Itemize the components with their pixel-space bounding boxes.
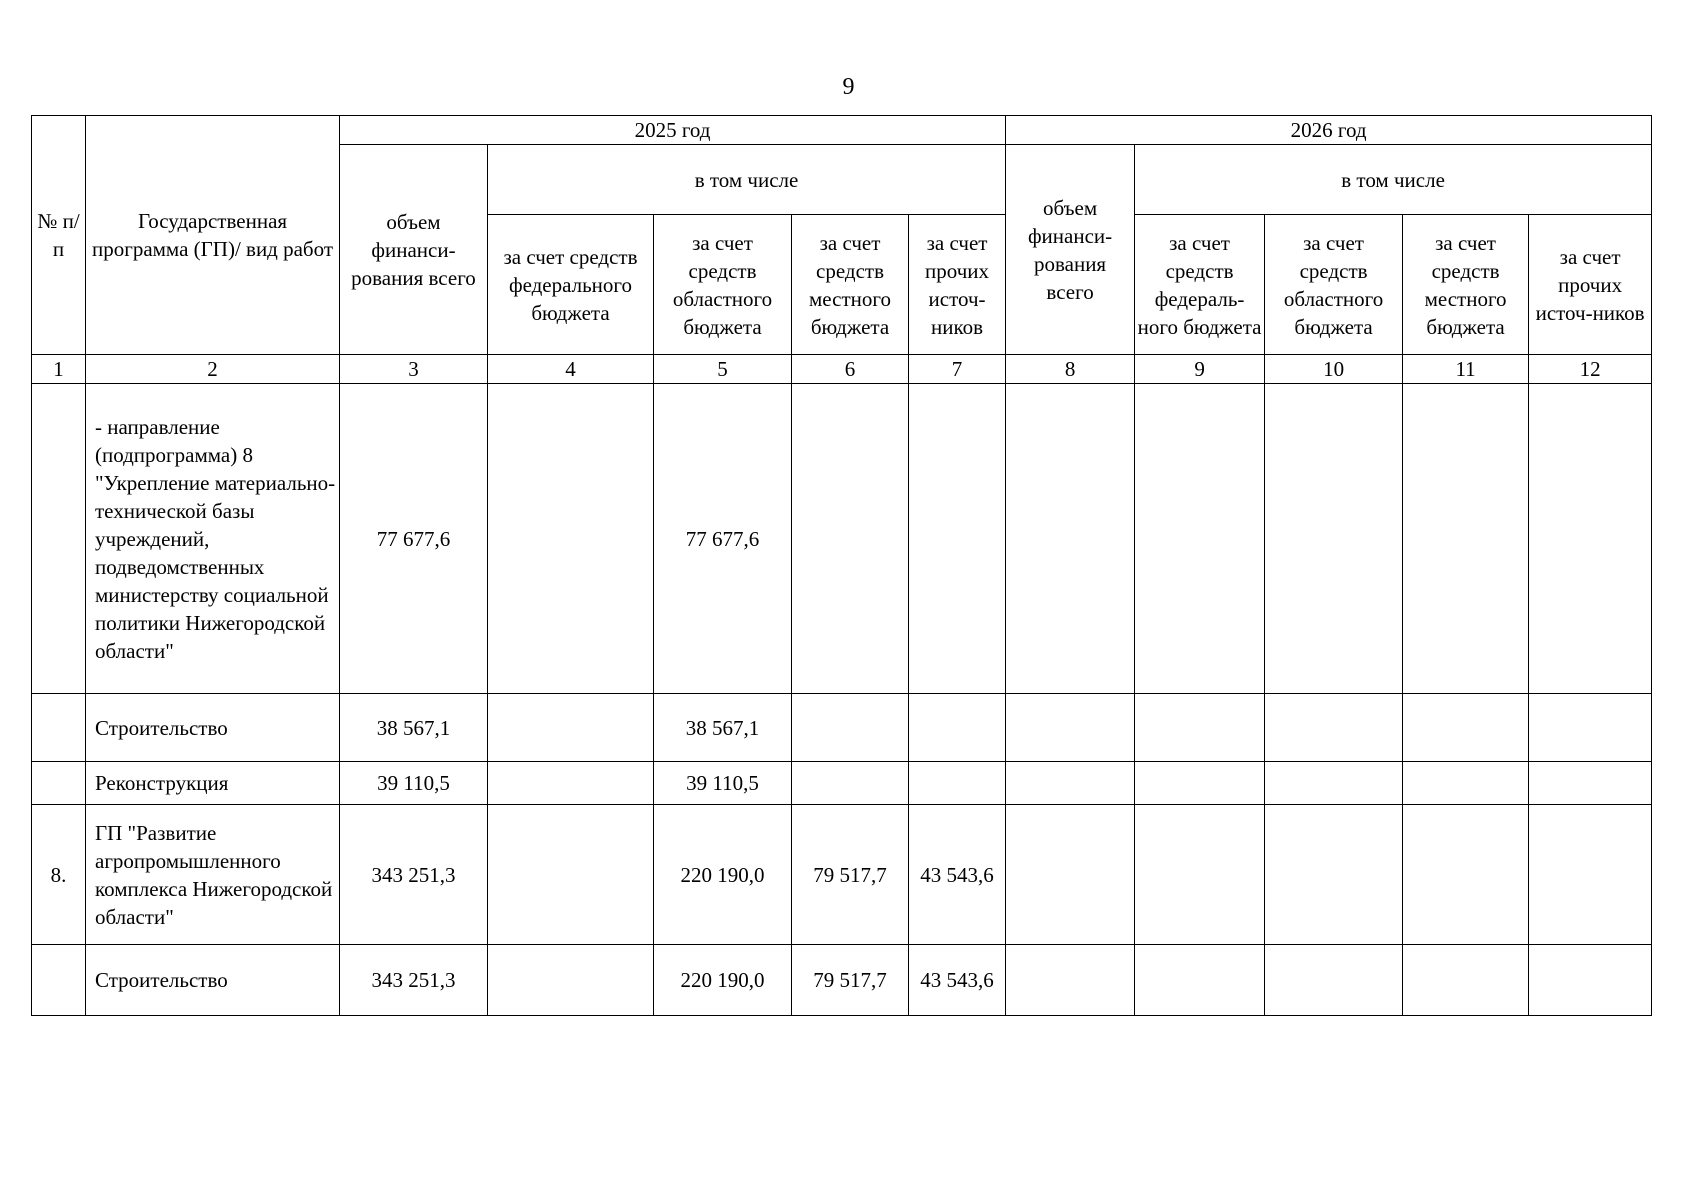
header-num: № п/п [32, 116, 86, 355]
cell-total-2025: 38 567,1 [340, 694, 488, 762]
header-including-2026: в том числе [1135, 145, 1652, 215]
cell-other-2026 [1529, 694, 1652, 762]
cell-other-2026 [1529, 945, 1652, 1016]
column-number: 10 [1265, 355, 1403, 384]
cell-total-2025: 343 251,3 [340, 945, 488, 1016]
table-row [32, 945, 1652, 1016]
header-program: Государственная программа (ГП)/ вид работ [86, 116, 340, 355]
header-other-2026: за счет прочих источ-ников [1529, 215, 1652, 355]
cell-total-2025: 77 677,6 [340, 384, 488, 694]
cell-total-2026 [1006, 384, 1135, 694]
cell-regional-2025: 38 567,1 [654, 694, 792, 762]
header-year-2025: 2025 год [340, 116, 1006, 145]
cell-total-2025: 343 251,3 [340, 805, 488, 945]
cell-local-2026 [1403, 945, 1529, 1016]
cell-other-2025: 43 543,6 [909, 805, 1006, 945]
cell-total-2026 [1006, 694, 1135, 762]
cell-name: ГП "Развитие агропромышленного комплекса Нижегородской области" [86, 805, 340, 945]
cell-num [32, 694, 86, 762]
column-number: 3 [340, 355, 488, 384]
cell-regional-2025: 77 677,6 [654, 384, 792, 694]
table-row [32, 762, 1652, 805]
column-number: 1 [32, 355, 86, 384]
table-row [32, 694, 1652, 762]
budget-table [31, 115, 1652, 1016]
cell-regional-2026 [1265, 694, 1403, 762]
column-number: 6 [792, 355, 909, 384]
header-regional-2026: за счет средств областного бюджета [1265, 215, 1403, 355]
cell-regional-2026 [1265, 805, 1403, 945]
cell-federal-2025 [488, 762, 654, 805]
cell-other-2026 [1529, 384, 1652, 694]
cell-regional-2025: 220 190,0 [654, 945, 792, 1016]
cell-other-2025 [909, 384, 1006, 694]
column-number: 11 [1403, 355, 1529, 384]
cell-other-2025: 43 543,6 [909, 945, 1006, 1016]
cell-num [32, 945, 86, 1016]
cell-federal-2026 [1135, 945, 1265, 1016]
column-numbers-row [32, 355, 1652, 384]
header-local-2025: за счет средств местного бюджета [792, 215, 909, 355]
cell-other-2025 [909, 694, 1006, 762]
cell-other-2025 [909, 762, 1006, 805]
header-federal-2025: за счет средств федерального бюджета [488, 215, 654, 355]
cell-federal-2025 [488, 805, 654, 945]
cell-local-2026 [1403, 694, 1529, 762]
header-local-2026: за счет средств местного бюджета [1403, 215, 1529, 355]
column-number: 7 [909, 355, 1006, 384]
cell-name: Строительство [86, 694, 340, 762]
column-number: 12 [1529, 355, 1652, 384]
cell-local-2026 [1403, 762, 1529, 805]
header-regional-2025: за счет средств областного бюджета [654, 215, 792, 355]
column-number: 4 [488, 355, 654, 384]
header-year-2026: 2026 год [1006, 116, 1652, 145]
table-row [32, 384, 1652, 694]
header-including-2025: в том числе [488, 145, 1006, 215]
cell-regional-2025: 220 190,0 [654, 805, 792, 945]
cell-regional-2025: 39 110,5 [654, 762, 792, 805]
column-number: 8 [1006, 355, 1135, 384]
cell-local-2025: 79 517,7 [792, 805, 909, 945]
cell-regional-2026 [1265, 762, 1403, 805]
cell-regional-2026 [1265, 384, 1403, 694]
column-number: 2 [86, 355, 340, 384]
column-number: 9 [1135, 355, 1265, 384]
header-other-2025: за счет прочих источ-ников [909, 215, 1006, 355]
cell-federal-2026 [1135, 762, 1265, 805]
cell-local-2026 [1403, 384, 1529, 694]
cell-other-2026 [1529, 805, 1652, 945]
cell-num: 8. [32, 805, 86, 945]
header-total-2025: объем финанси-рования всего [340, 145, 488, 355]
cell-local-2026 [1403, 805, 1529, 945]
header-total-2026: объем финанси-рования всего [1006, 145, 1135, 355]
cell-num [32, 762, 86, 805]
column-number: 5 [654, 355, 792, 384]
cell-other-2026 [1529, 762, 1652, 805]
cell-regional-2026 [1265, 945, 1403, 1016]
cell-federal-2025 [488, 694, 654, 762]
header-row-years [32, 116, 1652, 145]
cell-local-2025 [792, 384, 909, 694]
page-number: 9 [842, 74, 855, 100]
table-row [32, 805, 1652, 945]
cell-local-2025 [792, 762, 909, 805]
cell-name: - направление (подпрограмма) 8 "Укрепление материально-технической базы учреждений, подведомственных министерству социальной политики Нижегородской области" [86, 384, 340, 694]
header-federal-2026: за счет средств федераль-ного бюджета [1135, 215, 1265, 355]
cell-local-2025: 79 517,7 [792, 945, 909, 1016]
cell-federal-2026 [1135, 384, 1265, 694]
cell-federal-2025 [488, 384, 654, 694]
cell-name: Реконструкция [86, 762, 340, 805]
cell-federal-2026 [1135, 694, 1265, 762]
cell-name: Строительство [86, 945, 340, 1016]
cell-total-2025: 39 110,5 [340, 762, 488, 805]
cell-total-2026 [1006, 945, 1135, 1016]
cell-federal-2025 [488, 945, 654, 1016]
cell-total-2026 [1006, 805, 1135, 945]
cell-total-2026 [1006, 762, 1135, 805]
cell-num [32, 384, 86, 694]
cell-local-2025 [792, 694, 909, 762]
cell-federal-2026 [1135, 805, 1265, 945]
